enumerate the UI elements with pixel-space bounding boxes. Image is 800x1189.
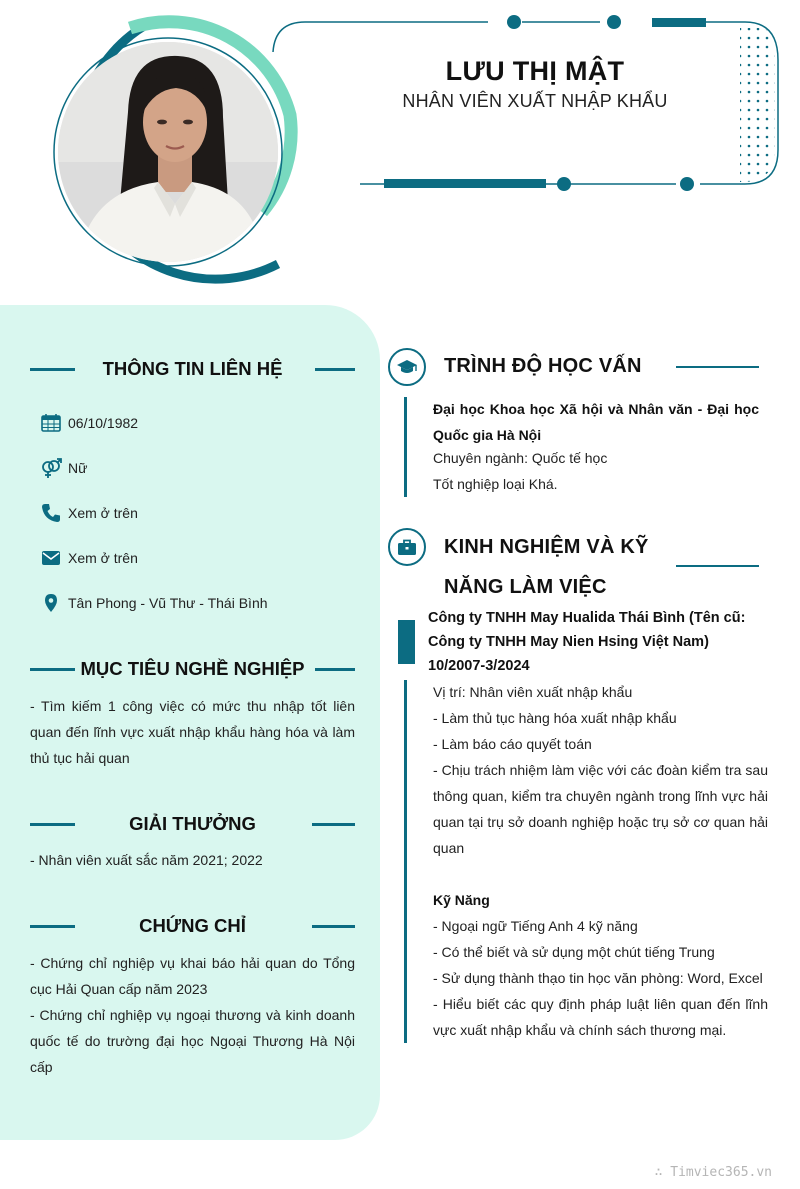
experience-section-title: KINH NGHIỆM VÀ KỸ: [444, 536, 649, 558]
profile-photo: [58, 42, 278, 262]
education-grade: Tốt nghiệp loại Khá.: [433, 476, 558, 492]
experience-section-title-cont: NĂNG LÀM VIỆC: [444, 576, 607, 598]
section-divider: [30, 925, 75, 928]
job-role: Vị trí: Nhân viên xuất nhập khẩu: [433, 684, 633, 700]
graduation-cap-icon: [388, 348, 426, 386]
section-divider: [30, 368, 75, 371]
certificate-item: - Chứng chỉ nghiệp vụ khai báo hải quan do Tổng cục Hải Quan cấp năm 2023: [30, 955, 355, 997]
section-divider: [30, 823, 75, 826]
phone-icon: [40, 502, 62, 524]
company-marker: [398, 620, 415, 664]
duty-item: - Chịu trách nhiệm làm việc với các đoàn kiểm tra sau thông quan, kiểm tra chuyên ngành trong lĩnh vực hải quan tại trụ sở doanh nghiệp hoặc trụ sở cơ quan hải quan: [433, 762, 768, 856]
contact-value: Xem ở trên: [68, 505, 138, 521]
gender-icon: [40, 457, 62, 479]
education-section-title: TRÌNH ĐỘ HỌC VẤN: [444, 355, 642, 377]
contact-value: Tân Phong - Vũ Thư - Thái Bình: [68, 595, 268, 611]
certificate-item: - Chứng chỉ nghiệp vụ ngoại thương và kinh doanh quốc tế do trường đại học Ngoại Thương Hà Nội cấp: [30, 1007, 355, 1075]
skill-item: - Hiểu biết các quy định pháp luật liên quan đến lĩnh vực xuất nhập khẩu và chính sách thương mại.: [433, 996, 768, 1038]
section-divider: [315, 668, 355, 671]
skills-title: Kỹ Năng: [433, 892, 490, 908]
contact-value: Xem ở trên: [68, 550, 138, 566]
contact-gender: [40, 456, 87, 480]
certificates-section-title: CHỨNG CHỈ: [139, 915, 246, 936]
contact-section-title: THÔNG TIN LIÊN HỆ: [102, 358, 283, 379]
contact-phone: [40, 501, 138, 525]
section-divider: [676, 565, 759, 567]
calendar-icon: [40, 412, 62, 434]
timeline-bar: [404, 397, 407, 497]
section-divider: [312, 823, 355, 826]
email-icon: [40, 547, 62, 569]
duty-item: - Làm báo cáo quyết toán: [433, 736, 592, 752]
timeline-bar: [404, 680, 407, 1043]
section-divider: [315, 368, 355, 371]
candidate-position: NHÂN VIÊN XUẤT NHẬP KHẨU: [402, 91, 668, 111]
education-school: Đại học Khoa học Xã hội và Nhân văn - Đại học Quốc gia Hà Nội: [433, 401, 759, 443]
skill-item: - Có thể biết và sử dụng một chút tiếng Trung: [433, 944, 715, 960]
contact-value: 06/10/1982: [68, 415, 139, 431]
section-divider: [676, 366, 759, 368]
watermark: ∴ Timviec365.vn: [654, 1165, 772, 1180]
location-icon: [40, 592, 62, 614]
awards-section-title: GIẢI THƯỞNG: [129, 813, 256, 834]
contact-address: [40, 591, 268, 615]
contact-birthdate: [40, 411, 138, 435]
watermark-text: Timviec365.vn: [670, 1165, 772, 1180]
candidate-name: LƯU THỊ MẬT: [445, 56, 625, 86]
employment-period: 10/2007-3/2024: [428, 658, 530, 674]
contact-email: [40, 546, 138, 570]
section-divider: [312, 925, 355, 928]
briefcase-icon: [388, 528, 426, 566]
duty-item: - Làm thủ tục hàng hóa xuất nhập khẩu: [433, 710, 677, 726]
contact-value: Nữ: [68, 460, 88, 476]
awards-text: - Nhân viên xuất sắc năm 2021; 2022: [30, 852, 263, 868]
section-divider: [30, 668, 75, 671]
education-major: Chuyên ngành: Quốc tế học: [433, 450, 608, 466]
objective-section-title: MỤC TIÊU NGHỀ NGHIỆP: [80, 658, 305, 679]
objective-text: - Tìm kiếm 1 công việc có mức thu nhập tốt liên quan đến lĩnh vực xuất nhập khẩu hàng hóa và làm thủ tục hải quan: [30, 698, 355, 766]
skill-item: - Sử dụng thành thạo tin học văn phòng: Word, Excel: [433, 970, 763, 986]
skill-item: - Ngoại ngữ Tiếng Anh 4 kỹ năng: [433, 918, 638, 934]
company-name: Công ty TNHH May Hualida Thái Bình (Tên cũ: Công ty TNHH May Nien Hsing Việt Nam): [428, 610, 746, 650]
